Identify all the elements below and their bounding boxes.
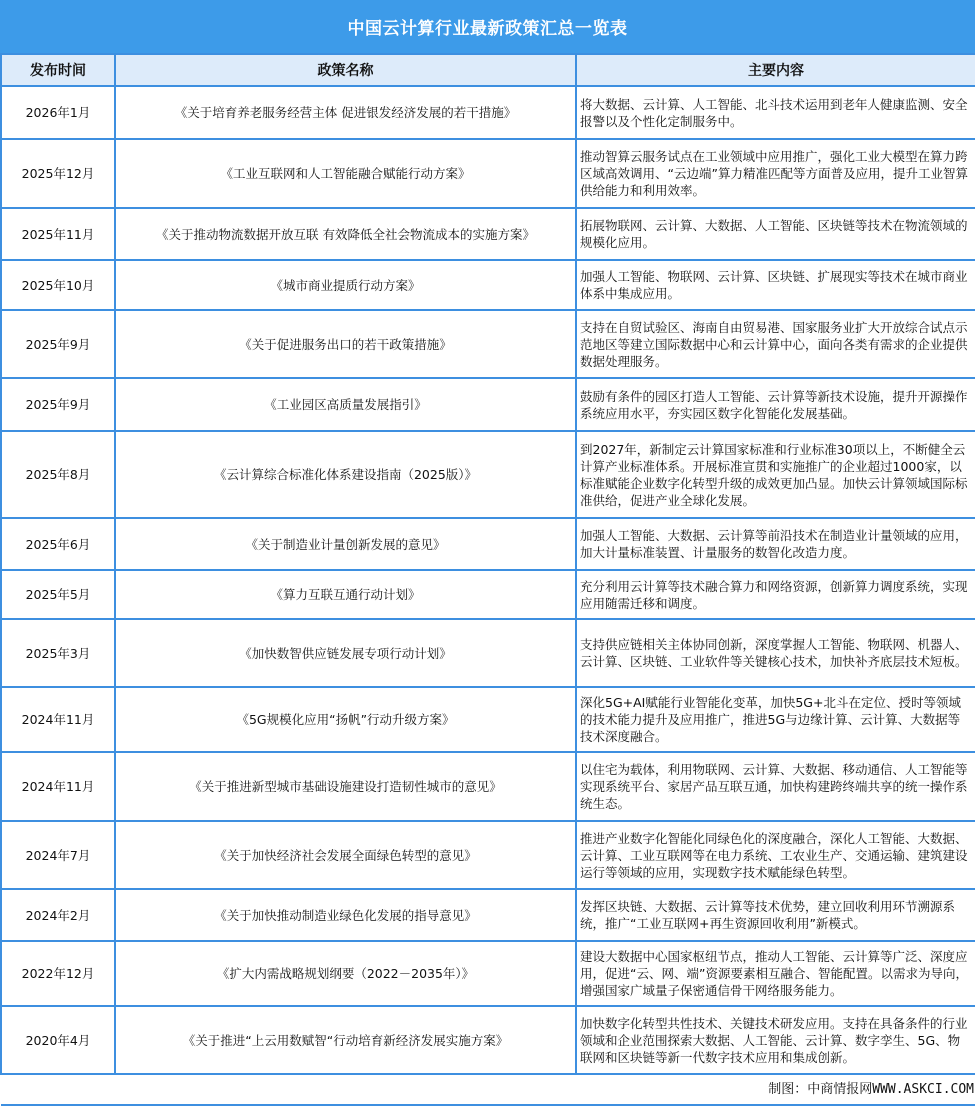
row-date: 2024年11月 xyxy=(1,687,115,752)
row-content: 到2027年，新制定云计算国家标准和行业标准30项以上，不断健全云计算产业标准体系。开展标准宣贯和实施推广的企业超过1000家，以标准赋能企业数字化转型升级的成效更加凸显。加快云计算领域国际标准供给，促进产业全球化发展。 xyxy=(576,431,975,518)
table-row xyxy=(1,570,975,619)
row-policy-name: 《城市商业提质行动方案》 xyxy=(115,260,576,310)
row-policy-name: 《扩大内需战略规划纲要（2022－2035年）》 xyxy=(115,941,576,1006)
row-policy-name: 《算力互联互通行动计划》 xyxy=(115,570,576,619)
row-date: 2024年11月 xyxy=(1,752,115,821)
row-date: 2025年11月 xyxy=(1,208,115,260)
table-row xyxy=(1,260,975,310)
row-content: 支持供应链相关主体协同创新，深度掌握人工智能、物联网、机器人、云计算、区块链、工业软件等关键核心技术，加快补齐底层技术短板。 xyxy=(576,619,975,687)
source-credit: 制图：中商情报网WWW.ASKCI.COM xyxy=(1,1074,975,1105)
row-policy-name: 《关于制造业计量创新发展的意见》 xyxy=(115,518,576,570)
table-row xyxy=(1,310,975,378)
table-row xyxy=(1,889,975,941)
row-policy-name: 《关于推进“上云用数赋智“行动培育新经济发展实施方案》 xyxy=(115,1006,576,1074)
row-policy-name: 《关于推动物流数据开放互联 有效降低全社会物流成本的实施方案》 xyxy=(115,208,576,260)
row-date: 2025年8月 xyxy=(1,431,115,518)
table-row xyxy=(1,619,975,687)
table-row xyxy=(1,821,975,889)
row-date: 2025年5月 xyxy=(1,570,115,619)
page-title: 中国云计算行业最新政策汇总一览表 xyxy=(0,0,975,53)
table-row xyxy=(1,687,975,752)
table-row xyxy=(1,139,975,208)
table-row xyxy=(1,431,975,518)
row-date: 2025年9月 xyxy=(1,310,115,378)
row-content: 加强人工智能、大数据、云计算等前沿技术在制造业计量领域的应用，加大计量标准装置、计量服务的数智化改造力度。 xyxy=(576,518,975,570)
row-policy-name: 《工业互联网和人工智能融合赋能行动方案》 xyxy=(115,139,576,208)
row-policy-name: 《工业园区高质量发展指引》 xyxy=(115,378,576,431)
row-content: 支持在自贸试验区、海南自由贸易港、国家服务业扩大开放综合试点示范地区等建立国际数据中心和云计算中心，面向各类有需求的企业提供数据处理服务。 xyxy=(576,310,975,378)
row-policy-name: 《关于培育养老服务经营主体 促进银发经济发展的若干措施》 xyxy=(115,86,576,139)
row-date: 2026年1月 xyxy=(1,86,115,139)
row-content: 以住宅为载体，利用物联网、云计算、大数据、移动通信、人工智能等实现系统平台、家居产品互联互通，加快构建跨终端共享的统一操作系统生态。 xyxy=(576,752,975,821)
row-content: 将大数据、云计算、人工智能、北斗技术运用到老年人健康监测、安全报警以及个性化定制服务中。 xyxy=(576,86,975,139)
table-row xyxy=(1,518,975,570)
row-content: 推进产业数字化智能化同绿色化的深度融合，深化人工智能、大数据、云计算、工业互联网等在电力系统、工农业生产、交通运输、建筑建设运行等领域的应用，实现数字技术赋能绿色转型。 xyxy=(576,821,975,889)
row-date: 2022年12月 xyxy=(1,941,115,1006)
row-content: 深化5G+AI赋能行业智能化变革，加快5G+北斗在定位、授时等领域的技术能力提升及应用推广，推进5G与边缘计算、云计算、大数据等技术深度融合。 xyxy=(576,687,975,752)
column-header-content: 主要内容 xyxy=(576,54,975,86)
row-policy-name: 《5G规模化应用“扬帆”行动升级方案》 xyxy=(115,687,576,752)
row-content: 拓展物联网、云计算、大数据、人工智能、区块链等技术在物流领域的规模化应用。 xyxy=(576,208,975,260)
row-date: 2024年2月 xyxy=(1,889,115,941)
row-date: 2025年10月 xyxy=(1,260,115,310)
row-policy-name: 《关于推进新型城市基础设施建设打造韧性城市的意见》 xyxy=(115,752,576,821)
table-row xyxy=(1,941,975,1006)
row-date: 2025年12月 xyxy=(1,139,115,208)
row-content: 发挥区块链、大数据、云计算等技术优势，建立回收利用环节溯源系统，推广“工业互联网+再生资源回收利用”新模式。 xyxy=(576,889,975,941)
footer-row xyxy=(1,1074,975,1105)
row-date: 2025年3月 xyxy=(1,619,115,687)
row-date: 2025年6月 xyxy=(1,518,115,570)
row-content: 加强人工智能、物联网、云计算、区块链、扩展现实等技术在城市商业体系中集成应用。 xyxy=(576,260,975,310)
table-row xyxy=(1,378,975,431)
row-date: 2025年9月 xyxy=(1,378,115,431)
row-policy-name: 《关于加快推动制造业绿色化发展的指导意见》 xyxy=(115,889,576,941)
row-date: 2020年4月 xyxy=(1,1006,115,1074)
table-header-row xyxy=(1,54,975,86)
row-policy-name: 《关于促进服务出口的若干政策措施》 xyxy=(115,310,576,378)
row-policy-name: 《云计算综合标准化体系建设指南（2025版）》 xyxy=(115,431,576,518)
row-content: 鼓励有条件的园区打造人工智能、云计算等新技术设施，提升开源操作系统应用水平，夯实园区数字化智能化发展基础。 xyxy=(576,378,975,431)
row-policy-name: 《加快数智供应链发展专项行动计划》 xyxy=(115,619,576,687)
table-row xyxy=(1,86,975,139)
table-row xyxy=(1,1006,975,1074)
row-content: 建设大数据中心国家枢纽节点，推动人工智能、云计算等广泛、深度应用，促进“云、网、端”资源要素相互融合、智能配置。以需求为导向，增强国家广域量子保密通信骨干网络服务能力。 xyxy=(576,941,975,1006)
column-header-policy-name: 政策名称 xyxy=(115,54,576,86)
row-date: 2024年7月 xyxy=(1,821,115,889)
row-content: 推动智算云服务试点在工业领域中应用推广，强化工业大模型在算力跨区域高效调用、“云边端”算力精准匹配等方面普及应用，提升工业智算供给能力和利用效率。 xyxy=(576,139,975,208)
row-content: 充分利用云计算等技术融合算力和网络资源，创新算力调度系统，实现应用随需迁移和调度。 xyxy=(576,570,975,619)
column-header-date: 发布时间 xyxy=(1,54,115,86)
row-content: 加快数字化转型共性技术、关键技术研发应用。支持在具备条件的行业领域和企业范围探索大数据、人工智能、云计算、数字孪生、5G、物联网和区块链等新一代数字技术应用和集成创新。 xyxy=(576,1006,975,1074)
table-row xyxy=(1,752,975,821)
policy-table xyxy=(0,53,975,1106)
table-row xyxy=(1,208,975,260)
row-policy-name: 《关于加快经济社会发展全面绿色转型的意见》 xyxy=(115,821,576,889)
